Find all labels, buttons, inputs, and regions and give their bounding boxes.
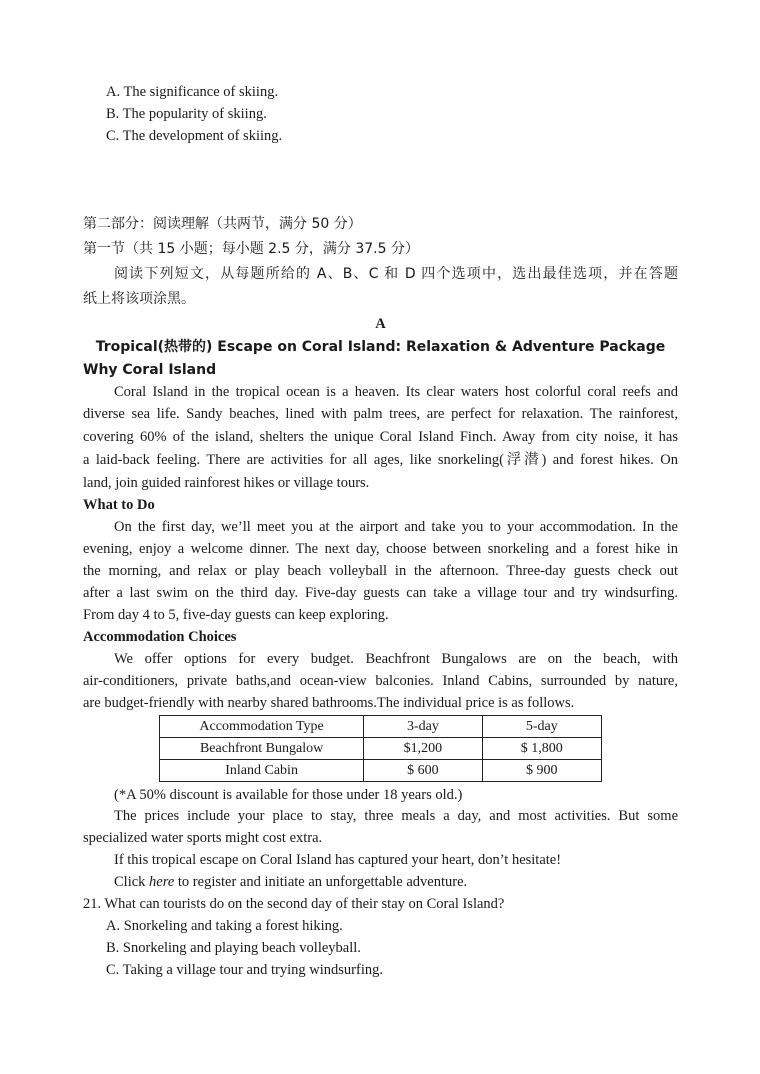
discount-note: (*A 50% discount is available for those under 18 years old.) bbox=[114, 787, 463, 803]
instruction-line-1: 阅读下列短文，从每题所给的 A、B、C 和 D 四个选项中，选出最佳选项，并在答题 bbox=[114, 266, 678, 282]
register-prefix: Click bbox=[114, 874, 150, 890]
prev-option-b: B. The popularity of skiing. bbox=[106, 106, 267, 122]
register-suffix: to register and initiate an unforgettable adventure. bbox=[174, 874, 468, 890]
why-line-1: Coral Island in the tropical ocean is a heaven. Its clear waters host colorful coral reefs and bbox=[114, 384, 678, 400]
table-row bbox=[160, 760, 602, 782]
question-21-option-b: B. Snorkeling and playing beach volleyball. bbox=[106, 940, 361, 956]
what-line-5: From day 4 to 5, five-day guests can keep exploring. bbox=[83, 607, 389, 623]
table-cell: $1,200 bbox=[364, 738, 482, 760]
acc-line-1: We offer options for every budget. Beachfront Bungalows are on the beach, with bbox=[114, 651, 678, 667]
passage-title: Tropical(热带的) Escape on Coral Island: Relaxation & Adventure Package bbox=[95, 339, 666, 355]
table-cell: $ 600 bbox=[364, 760, 482, 782]
prev-option-c: C. The development of skiing. bbox=[106, 128, 283, 144]
closing-line: If this tropical escape on Coral Island has captured your heart, don’t hesitate! bbox=[114, 852, 562, 868]
heading-why-coral-island: Why Coral Island bbox=[83, 362, 217, 378]
what-line-2: evening, enjoy a welcome dinner. The next day, choose between snorkeling and a forest hike in bbox=[83, 541, 678, 557]
heading-what-to-do: What to Do bbox=[83, 497, 155, 513]
what-line-4: after a last swim on the third day. Five-day guests can take a village tour and try windsurfing. bbox=[83, 585, 678, 601]
question-21-option-a: A. Snorkeling and taking a forest hiking. bbox=[106, 918, 343, 934]
passage-letter: A bbox=[375, 316, 386, 332]
why-line-3: covering 60% of the island, shelters the unique Coral Island Finch. Away from city noise, it has bbox=[83, 429, 678, 445]
table-cell: $ 900 bbox=[482, 760, 601, 782]
part-title: 第二部分：阅读理解（共两节，满分 50 分） bbox=[83, 216, 362, 232]
why-line-5: land, join guided rainforest hikes or village tours. bbox=[83, 475, 370, 491]
prev-option-a: A. The significance of skiing. bbox=[106, 84, 279, 100]
section-subtitle: 第一节（共 15 小题；每小题 2.5 分，满分 37.5 分） bbox=[83, 241, 419, 257]
register-line bbox=[114, 872, 467, 892]
table-row bbox=[160, 738, 602, 760]
table-header-cell: 5-day bbox=[482, 716, 601, 738]
table-cell: Inland Cabin bbox=[160, 760, 364, 782]
instruction-line-2: 纸上将该项涂黑。 bbox=[83, 291, 195, 307]
question-21-option-c: C. Taking a village tour and trying windsurfing. bbox=[106, 962, 383, 978]
what-line-3: the morning, and relax or play beach volleyball in the afternoon. Three-day guests check out bbox=[83, 563, 678, 579]
table-header-cell: 3-day bbox=[364, 716, 482, 738]
table-cell: Beachfront Bungalow bbox=[160, 738, 364, 760]
register-link[interactable]: here bbox=[149, 874, 175, 890]
table-header-cell: Accommodation Type bbox=[160, 716, 364, 738]
price-table bbox=[159, 715, 602, 782]
price-line-1: The prices include your place to stay, three meals a day, and most activities. But some bbox=[114, 808, 678, 824]
question-21-stem: 21. What can tourists do on the second day of their stay on Coral Island? bbox=[83, 896, 505, 912]
table-cell: $ 1,800 bbox=[482, 738, 601, 760]
what-line-1: On the first day, we’ll meet you at the airport and take you to your accommodation. In the bbox=[114, 519, 678, 535]
why-line-2: diverse sea life. Sandy beaches, lined with palm trees, are perfect for relaxation. The rainforest, bbox=[83, 406, 678, 422]
acc-line-3: are budget-friendly with nearby shared bathrooms.The individual price is as follows. bbox=[83, 695, 575, 711]
acc-line-2: air-conditioners, private baths,and ocean-view balconies. Inland Cabins, surrounded by nature, bbox=[83, 673, 678, 689]
table-header-row bbox=[160, 716, 602, 738]
price-line-2: specialized water sports might cost extra. bbox=[83, 830, 323, 846]
heading-accommodation-choices: Accommodation Choices bbox=[83, 629, 237, 645]
why-line-4: a laid-back feeling. There are activities for all ages, like snorkeling(浮潜) and forest hikes. On bbox=[83, 452, 678, 468]
